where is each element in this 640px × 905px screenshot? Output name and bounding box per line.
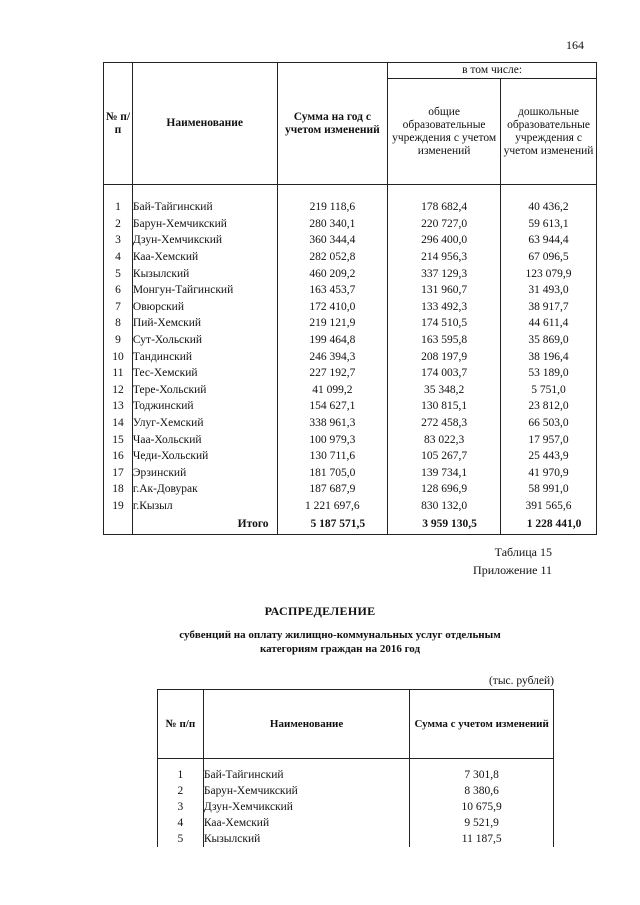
row-name: Барун-Хемчикский [203, 783, 409, 799]
row-preschool: 38 917,7 [501, 299, 597, 316]
row-preschool: 31 493,0 [501, 282, 597, 299]
row-general: 830 132,0 [388, 498, 501, 515]
row-sum: 187 687,9 [277, 481, 388, 498]
t2-header-num: № п/п [158, 690, 204, 759]
table-row [104, 465, 597, 482]
row-sum: 282 052,8 [277, 249, 388, 266]
header-preschool: дошкольные образовательные учреждения с учетом изменений [501, 79, 597, 185]
row-number: 2 [104, 216, 133, 233]
row-number: 5 [104, 265, 133, 282]
row-name: Тандинский [132, 348, 277, 365]
row-number: 7 [104, 299, 133, 316]
row-sum: 460 209,2 [277, 265, 388, 282]
row-number: 3 [104, 232, 133, 249]
table-row [158, 783, 554, 799]
table-row [104, 398, 597, 415]
row-general: 105 267,7 [388, 448, 501, 465]
row-number: 11 [104, 365, 133, 382]
row-number: 16 [104, 448, 133, 465]
row-general: 214 956,3 [388, 249, 501, 266]
total-label: Итого [132, 514, 277, 535]
row-name: Тоджинский [132, 398, 277, 415]
distribution-subtitle [0, 628, 640, 656]
row-number: 18 [104, 481, 133, 498]
row-number: 12 [104, 382, 133, 399]
table-row [104, 498, 597, 515]
appendix-caption: Приложение 11 [473, 563, 552, 577]
row-name: Дзун-Хемчикский [203, 799, 409, 815]
row-name: Тес-Хемский [132, 365, 277, 382]
row-number: 2 [158, 783, 204, 799]
row-general: 178 682,4 [388, 199, 501, 216]
row-number: 4 [104, 249, 133, 266]
row-sum: 227 192,7 [277, 365, 388, 382]
header-general-education: общие образовательные учреждения с учетом изменений [388, 79, 501, 185]
row-name: Каа-Хемский [203, 815, 409, 831]
row-general: 208 197,9 [388, 348, 501, 365]
row-name: Сут-Хольский [132, 332, 277, 349]
header-num: № п/п [104, 63, 133, 185]
total-preschool: 1 228 441,0 [501, 514, 597, 535]
distribution-subtitle-line2: категориям граждан на 2016 год [259, 643, 421, 655]
total-sum: 5 187 571,5 [277, 514, 388, 535]
subvention-table-education [103, 62, 597, 535]
table-row [104, 315, 597, 332]
row-general: 131 960,7 [388, 282, 501, 299]
row-preschool: 41 970,9 [501, 465, 597, 482]
row-name: г.Ак-Довурак [132, 481, 277, 498]
row-sum: 280 340,1 [277, 216, 388, 233]
row-number: 15 [104, 431, 133, 448]
row-preschool: 59 613,1 [501, 216, 597, 233]
header-including: в том числе: [388, 63, 597, 79]
total-row [104, 514, 597, 535]
row-sum: 9 521,9 [410, 815, 554, 831]
row-name: Пий-Хемский [132, 315, 277, 332]
row-number: 5 [158, 831, 204, 847]
row-number: 3 [158, 799, 204, 815]
page-number: 164 [566, 38, 584, 52]
row-sum: 181 705,0 [277, 465, 388, 482]
t2-header-sum: Сумма с учетом изменений [410, 690, 554, 759]
row-preschool: 391 565,6 [501, 498, 597, 515]
table-row [104, 265, 597, 282]
table-row [104, 481, 597, 498]
row-number: 4 [158, 815, 204, 831]
row-general: 174 003,7 [388, 365, 501, 382]
row-name: Тере-Хольский [132, 382, 277, 399]
row-preschool: 17 957,0 [501, 431, 597, 448]
row-preschool: 58 991,0 [501, 481, 597, 498]
table-row [104, 249, 597, 266]
row-sum: 219 121,9 [277, 315, 388, 332]
row-name: Эрзинский [132, 465, 277, 482]
header-name: Наименование [132, 63, 277, 185]
row-general: 128 696,9 [388, 481, 501, 498]
table-row [104, 365, 597, 382]
table-row [158, 767, 554, 783]
row-number: 1 [104, 199, 133, 216]
row-preschool: 63 944,4 [501, 232, 597, 249]
row-sum: 360 344,4 [277, 232, 388, 249]
row-name: Каа-Хемский [132, 249, 277, 266]
row-sum: 154 627,1 [277, 398, 388, 415]
row-name: Кызылский [203, 831, 409, 847]
row-number: 14 [104, 415, 133, 432]
row-sum: 100 979,3 [277, 431, 388, 448]
row-name: Барун-Хемчикский [132, 216, 277, 233]
row-preschool: 40 436,2 [501, 199, 597, 216]
row-sum: 199 464,8 [277, 332, 388, 349]
row-preschool: 5 751,0 [501, 382, 597, 399]
table-row [104, 199, 597, 216]
row-preschool: 25 443,9 [501, 448, 597, 465]
row-preschool: 38 196,4 [501, 348, 597, 365]
row-general: 35 348,2 [388, 382, 501, 399]
row-sum: 1 221 697,6 [277, 498, 388, 515]
row-general: 220 727,0 [388, 216, 501, 233]
distribution-subtitle-line1: субвенций на оплату жилищно-коммунальных услуг отдельным [179, 629, 501, 641]
table-row [104, 415, 597, 432]
row-general: 139 734,1 [388, 465, 501, 482]
row-name: Дзун-Хемчикский [132, 232, 277, 249]
row-name: Кызылский [132, 265, 277, 282]
row-number: 6 [104, 282, 133, 299]
row-general: 83 022,3 [388, 431, 501, 448]
row-general: 272 458,3 [388, 415, 501, 432]
row-number: 19 [104, 498, 133, 515]
table-row [158, 815, 554, 831]
header-sum: Сумма на год с учетом изменений [277, 63, 388, 185]
table-row [104, 448, 597, 465]
t2-header-name: Наименование [203, 690, 409, 759]
row-sum: 163 453,7 [277, 282, 388, 299]
table-row [158, 799, 554, 815]
table-row [104, 332, 597, 349]
row-number: 1 [158, 767, 204, 783]
row-preschool: 67 096,5 [501, 249, 597, 266]
row-name: Бай-Тайгинский [203, 767, 409, 783]
table-row [104, 431, 597, 448]
row-sum: 172 410,0 [277, 299, 388, 316]
units-label: (тыс. рублей) [488, 675, 554, 687]
row-name: Бай-Тайгинский [132, 199, 277, 216]
row-sum: 8 380,6 [410, 783, 554, 799]
row-preschool: 66 503,0 [501, 415, 597, 432]
row-general: 163 595,8 [388, 332, 501, 349]
row-sum: 130 711,6 [277, 448, 388, 465]
total-general: 3 959 130,5 [388, 514, 501, 535]
table-row [104, 348, 597, 365]
row-general: 133 492,3 [388, 299, 501, 316]
row-name: Монгун-Тайгинский [132, 282, 277, 299]
row-name: Чаа-Хольский [132, 431, 277, 448]
row-number: 10 [104, 348, 133, 365]
row-number: 17 [104, 465, 133, 482]
row-sum: 219 118,6 [277, 199, 388, 216]
row-preschool: 123 079,9 [501, 265, 597, 282]
row-sum: 338 961,3 [277, 415, 388, 432]
row-preschool: 35 869,0 [501, 332, 597, 349]
table-row [104, 216, 597, 233]
row-general: 174 510,5 [388, 315, 501, 332]
table-caption: Таблица 15 [494, 545, 552, 559]
row-sum: 10 675,9 [410, 799, 554, 815]
row-sum: 246 394,3 [277, 348, 388, 365]
row-name: г.Кызыл [132, 498, 277, 515]
table-row [104, 299, 597, 316]
row-number: 9 [104, 332, 133, 349]
distribution-title: РАСПРЕДЕЛЕНИЕ [264, 604, 376, 618]
row-sum: 7 301,8 [410, 767, 554, 783]
row-preschool: 44 611,4 [501, 315, 597, 332]
row-general: 296 400,0 [388, 232, 501, 249]
row-preschool: 53 189,0 [501, 365, 597, 382]
row-sum: 11 187,5 [410, 831, 554, 847]
row-general: 130 815,1 [388, 398, 501, 415]
subvention-table-utilities [157, 689, 554, 847]
table-row [104, 232, 597, 249]
row-sum: 41 099,2 [277, 382, 388, 399]
row-general: 337 129,3 [388, 265, 501, 282]
table-row [158, 831, 554, 847]
row-name: Чеди-Хольский [132, 448, 277, 465]
row-number: 8 [104, 315, 133, 332]
row-number: 13 [104, 398, 133, 415]
row-name: Овюрский [132, 299, 277, 316]
row-preschool: 23 812,0 [501, 398, 597, 415]
row-name: Улуг-Хемский [132, 415, 277, 432]
table-row [104, 282, 597, 299]
table-row [104, 382, 597, 399]
